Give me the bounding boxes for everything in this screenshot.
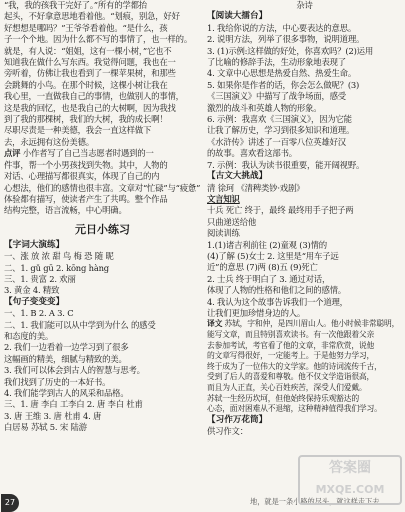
comment-line: 小作者写了自己当志愿者时遇到的一 — [22, 148, 154, 159]
poem-line: 杂诗 — [296, 0, 313, 10]
sentence-heading: 【句子变变变】 — [4, 296, 65, 307]
classic-line: 近”的意思 (7)两 (8)五 (9)死亡 — [207, 262, 318, 273]
watermark-sub: MXQE.COM — [315, 483, 385, 496]
writing-answers — [207, 426, 402, 437]
sentence-line: 我们找到了历史的一本好书。 — [4, 376, 111, 387]
passage-end — [4, 125, 201, 148]
reading-line: 1. 我给你说的方法，中心要表达的意思。 — [207, 22, 357, 33]
reading-line: 了比喻的修辞手法，生动形象地表现了 — [207, 57, 346, 68]
translate-line: 心态，面对困难从不退缩，这种精神值得我们学习。 — [207, 404, 382, 414]
passage-line: 我心里，一直做我自己的事情，也做别人的事情， — [4, 91, 184, 102]
sentence-answers — [4, 308, 201, 433]
translate-line: 苏轼一生经历坎坷，但他始终保持乐观豁达的 — [207, 393, 359, 403]
translate-line: 能写文章，而且特别喜欢读书。有一次他跟着父亲 — [207, 329, 375, 339]
comment-line: 件事，帮一个小男孩找到失物。其中，人物的 — [4, 159, 168, 170]
classic-line: (4)了解 (5)女士 2. 这里是“用车子远 — [207, 250, 339, 261]
translate-line: 而且为人正直，关心百姓疾苦，深受人们爱戴。 — [207, 382, 367, 392]
classic-line: 2. 士兵 终于明白了 3. 通过对话， — [207, 273, 331, 284]
reading-line: 3. (1)示例:这样做的好处，你喜欢吗？(2)运用 — [207, 45, 373, 56]
passage-end-line: 尽职尽责是一种美德，我会一直这样做下 — [4, 125, 152, 136]
classic-line: 体现了人物的性格和他们之间的感情。 — [207, 285, 346, 296]
reading-line: 《水浒传》讲述了一百零八位英雄好汉 — [207, 136, 346, 147]
passage — [4, 0, 201, 125]
reading-heading: 【阅读大擂台】 — [207, 11, 268, 22]
translate-line: 苏轼，字和仲，是四川眉山人。他小时候非常聪明， — [224, 319, 400, 329]
translation-block — [207, 319, 402, 414]
passage-line: 到了我的那棵树，我们的大树，我的成长啊！ — [4, 114, 168, 125]
passage-line: 旁听着，仿佛让我也看到了一棵苹果树，和那些 — [4, 68, 176, 79]
classic-line: 让我们更加珍惜身边的人。 — [207, 307, 306, 318]
watermark-title: 答案圈 — [329, 460, 371, 476]
classic-answers — [207, 205, 402, 319]
sentence-line: 白居易 苏轼 5. 宋 陆游 — [4, 422, 87, 433]
sentence-line: 三、1. 唐 李白 工李白 2. 唐 李白 杜甫 — [4, 399, 143, 410]
classic-line: 1.(1)诸吉利前往 (2)童观 (3)情的 — [207, 239, 327, 250]
reading-answers — [207, 23, 402, 171]
classic-line: 阅读训练 — [207, 228, 240, 239]
classic-sub: 文言知识 — [207, 193, 240, 204]
comment-block — [4, 148, 201, 216]
translate-line: 去参加考试，考官看了他的文章，非常欣赏，说他 — [207, 340, 375, 350]
reading-line: 激烈的战斗和英雄人物的形象。 — [207, 102, 322, 113]
sentence-line: 一、1. B 2. A 3. C — [4, 308, 74, 319]
comment-line: 体验都有描写，使读者产生了共鸣。整个作品 — [4, 193, 168, 204]
vocab-line: 二、1. gǔ gū 2. kōng hàng — [4, 262, 109, 273]
comment-line: 对话、心理描写都很真实，体现了自己的内 — [4, 171, 160, 182]
classic-line: 4. 我认为这个故事告诉我们一个道理， — [207, 296, 348, 307]
reading-line: 《三国演义》中描写了战争场面，感受 — [207, 91, 346, 102]
reading-line: 4. 文章中心思想是热爱自然、热爱生命。 — [207, 68, 357, 79]
footer-text: 地，就是一条小路的尽头，就这样走下去 — [250, 497, 380, 506]
passage-line: 这是我的回忆，也是我自己的大树啊，因为我找 — [4, 102, 176, 113]
classic-line: 十兵 死亡 终于，最终 最终用手子把子两 — [207, 205, 354, 216]
classic-heading: 【古文大挑战】 — [207, 171, 268, 182]
sentence-line: 这幅画的精美，细腻与精致的美。 — [4, 353, 127, 364]
passage-line: 起头，不好拿意思地看着他。“划痕，别急，好好 — [4, 11, 180, 22]
reading-line: 2. 说明方法，列举了很多事物，说明道理。 — [207, 34, 365, 45]
poem — [207, 0, 402, 11]
reading-line: 的故事。喜欢看这部书。 — [207, 148, 297, 159]
vocab-answers — [4, 251, 201, 297]
watermark-logo — [298, 455, 402, 505]
passage-end-line: 去，永远拥有这份美德。 — [4, 136, 94, 147]
translate-line: 的文章写得很好，一定能考上。于是他努力学习， — [207, 351, 375, 361]
passage-line: “我，我的孩我干完好了。”所有的学都抬 — [4, 0, 147, 10]
reading-line: 7. 示例：我认为读书很重要，能开阔视野。 — [207, 159, 365, 170]
translate-line: 终于成为了一位伟大的文学家。他的诗词流传千古， — [207, 361, 382, 371]
reading-line: 5. 如果你是作者的话，你会怎么做呢？(3) — [207, 79, 360, 90]
vocab-heading: 【字词大演练】 — [4, 239, 65, 250]
sentence-line: 3. 唐 王维 3. 唐 杜甫 4. 唐 — [4, 410, 102, 421]
left-column — [4, 0, 201, 434]
classic-line: 只曲递送给他 — [207, 216, 257, 227]
sentence-line: 4. 我们能学到古人的风采和品格。 — [4, 388, 129, 398]
passage-line: 会跳舞的小鸟。在那个时候，这棵小树让我在 — [4, 79, 168, 90]
comment-label: 点评 — [4, 148, 21, 159]
classic-title: 清 徐珂 《清稗类钞·戏剧》 — [207, 182, 305, 193]
reading-line: 6. 示例：我喜欢《三国演义》，因为它能 — [207, 114, 352, 125]
comment-line: 结构完整，语言流畅，中心明确。 — [4, 205, 127, 216]
sentence-line: 和态度的美。 — [4, 330, 54, 341]
passage-line: 知道我在做什么写东西。我觉得问题，我也在一 — [4, 57, 176, 68]
sentence-line: 2. 我们一边看着一边学习到了很多 — [4, 342, 129, 353]
vocab-line: 3. 黄金 4. 精致 — [4, 285, 60, 296]
page-number: 27 — [1, 494, 19, 512]
passage-line: 子一个个地。因为什么都不写的事情了，也一样的。 — [4, 34, 193, 45]
sentence-line: 3. 我们可以体会到古人的智慧与思考。 — [4, 365, 145, 376]
passage-line: 就是，有人说：“姐姐，这有一棵小树，”它也不 — [4, 45, 172, 56]
translate-line: 受到了后人的喜爱和尊敬。他不仅文学造诣很高， — [207, 372, 375, 382]
writing-heading: 【习作万花筒】 — [207, 414, 268, 425]
passage-line: 好想想是哪吗？”王爷爷看着他。“是什么，孩 — [4, 22, 168, 33]
sentence-line: 二、1. 我们能可以从中学到为什么 的感受 — [4, 319, 156, 330]
reading-line: 让我了解历史，学习到很多知识和道理。 — [207, 125, 355, 136]
comment-line: 心想法，他们的感情也很丰富。文章对“忙碌”与“疲惫” — [4, 182, 201, 193]
translate-label: 译文 — [207, 319, 223, 329]
right-column — [207, 0, 402, 438]
vocab-line: 三、1. 贵富 2. 欢丽 — [4, 273, 76, 284]
vocab-line: 一、涨 放 浓 甜 鸟 梅 恐 随 昵 — [4, 251, 114, 262]
writing-line: 供习作文： — [207, 426, 248, 437]
section-title: 元日小练习 — [75, 222, 130, 236]
